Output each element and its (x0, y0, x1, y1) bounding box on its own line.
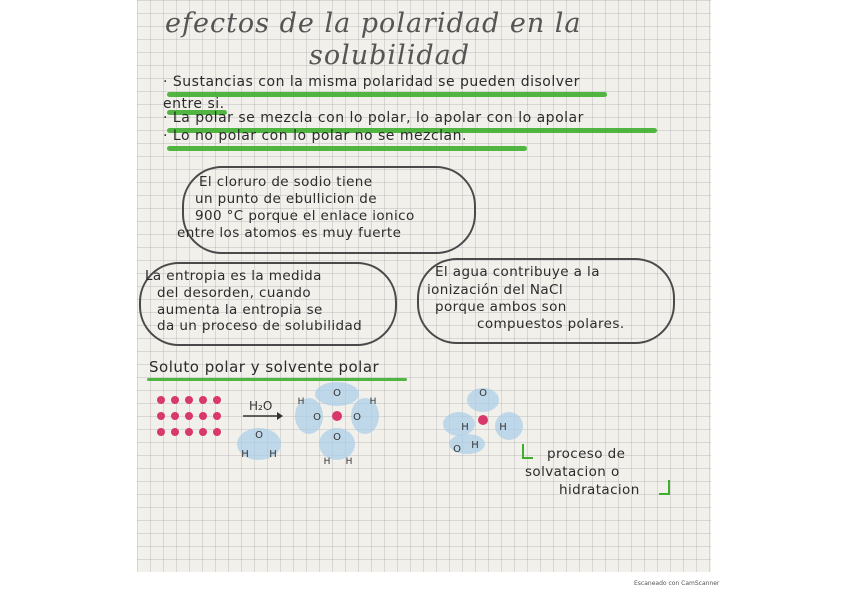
cloud-right-line-4: compuestos polares. (477, 316, 625, 332)
atom-h: H (297, 397, 305, 407)
process-label-line-1: proceso de (547, 446, 626, 462)
cloud-right-line-3: porque ambos son (435, 299, 567, 315)
atom-o: O (479, 388, 487, 399)
bracket-open (523, 444, 533, 458)
atom-o: O (333, 432, 341, 443)
cloud-center-line-1: El cloruro de sodio tiene (199, 174, 373, 190)
page-title-line-1: efectos de la polaridad en la (165, 8, 582, 39)
section-heading: Soluto polar y solvente polar (149, 358, 380, 376)
atom-h: H (241, 449, 249, 460)
cloud-center-line-2: un punto de ebullicion de (195, 191, 377, 207)
cation (199, 412, 207, 420)
water-molecule (237, 428, 281, 460)
anion (213, 412, 221, 420)
cation (157, 428, 165, 436)
bullet-1: · Sustancias con la misma polaridad se pueden disolver (163, 74, 580, 90)
atom-h: H (345, 457, 353, 467)
highlight-bar (167, 92, 607, 97)
cation (185, 396, 193, 404)
bullet-1-continued: entre si. (163, 96, 225, 112)
cation (332, 411, 342, 421)
cation (171, 412, 179, 420)
atom-h: H (323, 457, 331, 467)
highlight-bar (167, 146, 527, 151)
cloud-left-line-4: da un proceso de solubilidad (157, 318, 363, 334)
anion (199, 428, 207, 436)
cation (213, 396, 221, 404)
atom-h: H (369, 397, 377, 407)
anion (157, 412, 165, 420)
cloud-left-line-1: La entropia es la medida (145, 268, 322, 284)
cloud-right-line-1: El agua contribuye a la (435, 264, 600, 280)
bullet-2: · La polar se mezcla con lo polar, lo apolar con lo apolar (163, 110, 584, 126)
cloud-right-line-2: ionización del NaCl (427, 282, 564, 298)
atom-h: H (269, 449, 277, 460)
cloud-center-line-3: 900 °C porque el enlace ionico (195, 208, 415, 224)
atom-o: O (353, 412, 361, 423)
hydrated-cation (295, 382, 379, 467)
anion (185, 412, 193, 420)
anion (171, 428, 179, 436)
atom-o: O (333, 388, 341, 399)
atom-h: H (461, 422, 469, 433)
hydrated-anion (443, 388, 523, 455)
cation (185, 428, 193, 436)
process-label-line-2: solvatacion o (525, 464, 620, 480)
cation (213, 428, 221, 436)
anion (199, 396, 207, 404)
scanner-watermark: Escaneado con CamScanner (634, 580, 720, 587)
arrow-head (277, 412, 283, 420)
cloud-left-line-2: del desorden, cuando (157, 285, 312, 301)
cation (157, 396, 165, 404)
page-title-line-2: solubilidad (309, 40, 470, 71)
notebook-page (137, 0, 711, 572)
atom-h: H (471, 440, 479, 451)
cloud-center-line-4: entre los atomos es muy fuerte (177, 225, 402, 241)
atom-o: O (313, 412, 321, 423)
bracket-close (659, 480, 669, 494)
anion (478, 415, 488, 425)
atom-o: O (453, 444, 461, 455)
highlight-bar (147, 378, 407, 381)
atom-h: H (499, 422, 507, 433)
solvation-diagram (137, 382, 711, 572)
ionic-lattice (157, 396, 221, 436)
cloud-left-line-3: aumenta la entropia se (157, 302, 323, 318)
anion (171, 396, 179, 404)
bullet-3: · Lo no polar con lo polar no se mezclan. (163, 128, 467, 144)
process-label-line-3: hidratacion (559, 482, 640, 498)
reaction-label: H₂O (249, 399, 273, 413)
atom-o: O (255, 430, 263, 441)
